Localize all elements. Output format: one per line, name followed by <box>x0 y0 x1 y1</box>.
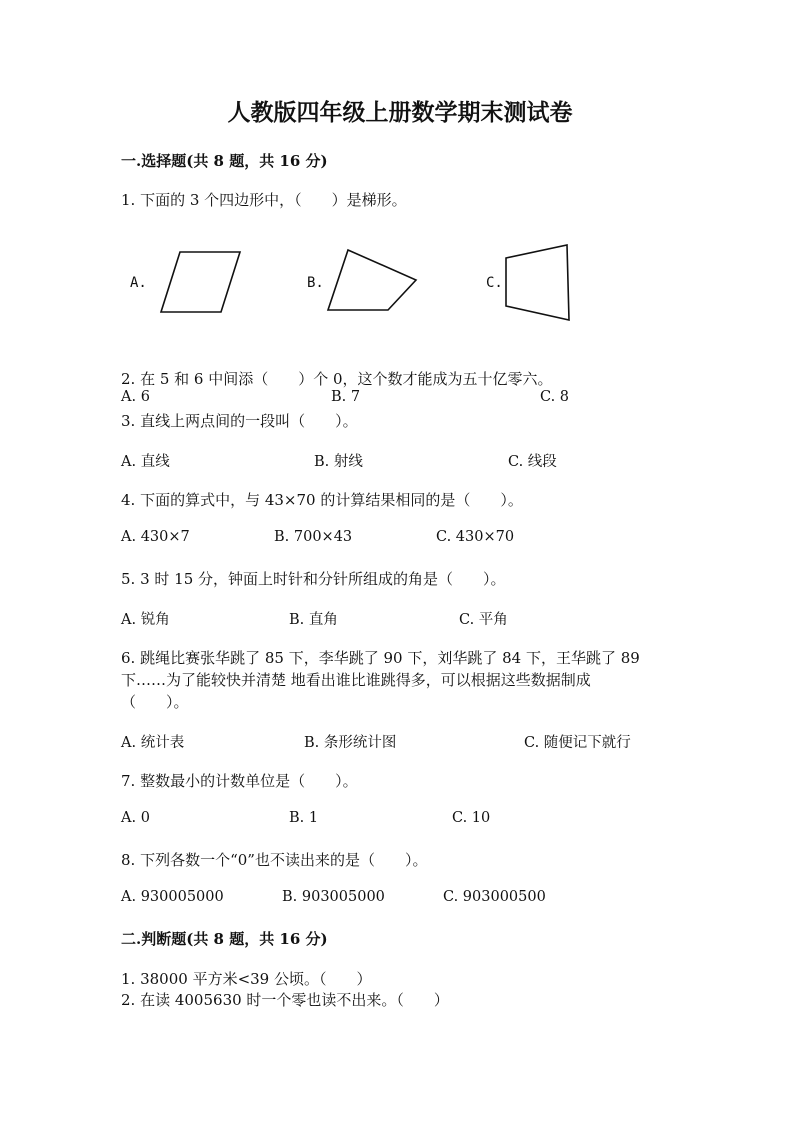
q4-option-b: B. 700×43 <box>274 529 353 545</box>
q8-option-a: A. 930005000 <box>121 889 224 905</box>
q7-option-c: C. 10 <box>452 810 491 826</box>
page-title: 人教版四年级上册数学期末测试卷 <box>227 99 573 126</box>
question-6-line-2: 下……为了能较快并清楚 地看出谁比谁跳得多，可以根据这些数据制成 <box>121 671 591 689</box>
irregular-quadrilateral-shape <box>328 250 416 310</box>
q4-option-c: C. 430×70 <box>436 529 515 545</box>
question-3: 3. 直线上两点间的一段叫（ ）。 <box>121 412 358 430</box>
q6-option-a: A. 统计表 <box>121 735 185 751</box>
section-heading-choice: 一.选择题(共 8 题，共 16 分) <box>121 152 328 170</box>
q3-option-c: C. 线段 <box>508 454 557 470</box>
q2-option-b: B. 7 <box>331 389 361 405</box>
q4-option-a: A. 430×7 <box>121 529 190 545</box>
q8-option-b: B. 903005000 <box>282 889 385 905</box>
question-6-line-1: 6. 跳绳比赛张华跳了 85 下，李华跳了 90 下，刘华跳了 84 下，王华跳了 89 <box>121 649 640 667</box>
judgment-item-1: 1. 38000 平方米<39 公顷。（ ） <box>121 970 372 988</box>
q2-option-c: C. 8 <box>540 389 570 405</box>
q8-option-c: C. 903000500 <box>443 889 546 905</box>
question-7: 7. 整数最小的计数单位是（ ）。 <box>121 772 358 790</box>
q5-option-a: A. 锐角 <box>121 612 170 628</box>
q3-option-a: A. 直线 <box>121 454 170 470</box>
question-8: 8. 下列各数一个“0”也不读出来的是（ ）。 <box>121 851 428 869</box>
q6-option-c: C. 随便记下就行 <box>524 735 631 751</box>
shape-label-b: B. <box>307 275 324 291</box>
q5-option-c: C. 平角 <box>459 612 508 628</box>
q7-option-a: A. 0 <box>121 810 150 826</box>
question-4: 4. 下面的算式中，与 43×70 的计算结果相同的是（ ）。 <box>121 491 523 509</box>
question-5: 5. 3 时 15 分，钟面上时针和分针所组成的角是（ ）。 <box>121 570 506 588</box>
section-heading-judgment: 二.判断题(共 8 题，共 16 分) <box>121 930 328 948</box>
shape-label-c: C. <box>486 275 503 291</box>
trapezoid-shape <box>506 245 569 320</box>
shape-label-a: A. <box>130 275 147 291</box>
parallelogram-shape <box>161 252 240 312</box>
question-1: 1. 下面的 3 个四边形中，（ ）是梯形。 <box>121 191 407 209</box>
q6-option-b: B. 条形统计图 <box>304 735 397 751</box>
judgment-item-2: 2. 在读 4005630 时一个零也读不出来。（ ） <box>121 991 449 1009</box>
q7-option-b: B. 1 <box>289 810 319 826</box>
q5-option-b: B. 直角 <box>289 612 338 628</box>
q2-option-a: A. 6 <box>121 389 150 405</box>
question-6-line-3: （ ）。 <box>121 693 189 711</box>
question-2: 2. 在 5 和 6 中间添（ ）个 0，这个数才能成为五十亿零六。 <box>121 370 553 388</box>
q3-option-b: B. 射线 <box>314 454 363 470</box>
